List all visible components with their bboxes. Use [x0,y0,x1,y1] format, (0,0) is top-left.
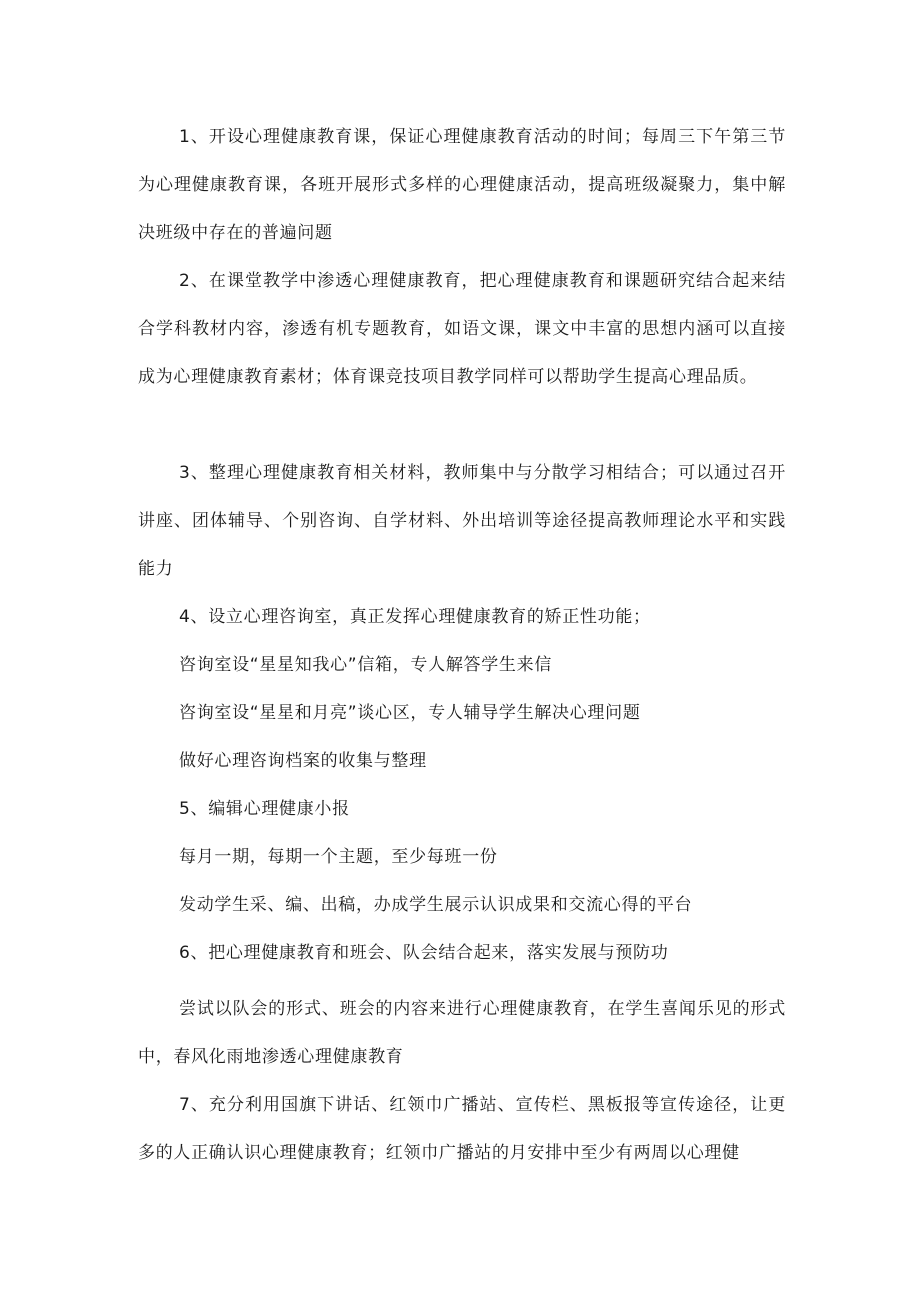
paragraph-9: 每月一期，每期一个主题，至少每班一份 [179,847,498,867]
paragraph-3: 3、整理心理健康教育相关材料，教师集中与分散学习相结合；可以通过召开讲座、团体辅导、个别咨询、自学材料、外出培训等途径提高教师理论水平和实践能力 [138,463,786,579]
paragraph-7: 做好心理咨询档案的收集与整理 [179,751,427,771]
paragraph-12: 尝试以队会的形式、班会的内容来进行心理健康教育，在学生喜闻乐见的形式中，春风化雨地渗透心理健康教育 [138,999,786,1067]
paragraph-5: 咨询室设“星星知我心”信箱，专人解答学生来信 [179,655,553,675]
paragraph-11: 6、把心理健康教育和班会、队会结合起来，落实发展与预防功 [179,943,669,963]
paragraph-13: 7、充分利用国旗下讲话、红领巾广播站、宣传栏、黑板报等宣传途径，让更多的人正确认识心理健康教育；红领巾广播站的月安排中至少有两周以心理健 [138,1095,786,1163]
paragraph-2: 2、在课堂教学中渗透心理健康教育，把心理健康教育和课题研究结合起来结合学科教材内容，渗透有机专题教育，如语文课，课文中丰富的思想内涵可以直接成为心理健康教育素材；体育课竞技项目教学同样可以帮助学生提高心理品质。 [138,271,786,387]
paragraph-10: 发动学生采、编、出稿，办成学生展示认识成果和交流心得的平台 [179,895,693,915]
paragraph-6: 咨询室设“星星和月亮”谈心区，专人辅导学生解决心理问题 [179,703,641,723]
paragraph-4: 4、设立心理咨询室，真正发挥心理健康教育的矫正性功能； [179,607,651,627]
paragraph-1: 1、开设心理健康教育课，保证心理健康教育活动的时间；每周三下午第三节为心理健康教育课，各班开展形式多样的心理健康活动，提高班级凝聚力，集中解决班级中存在的普遍问题 [138,127,786,243]
paragraph-8: 5、编辑心理健康小报 [179,799,350,819]
